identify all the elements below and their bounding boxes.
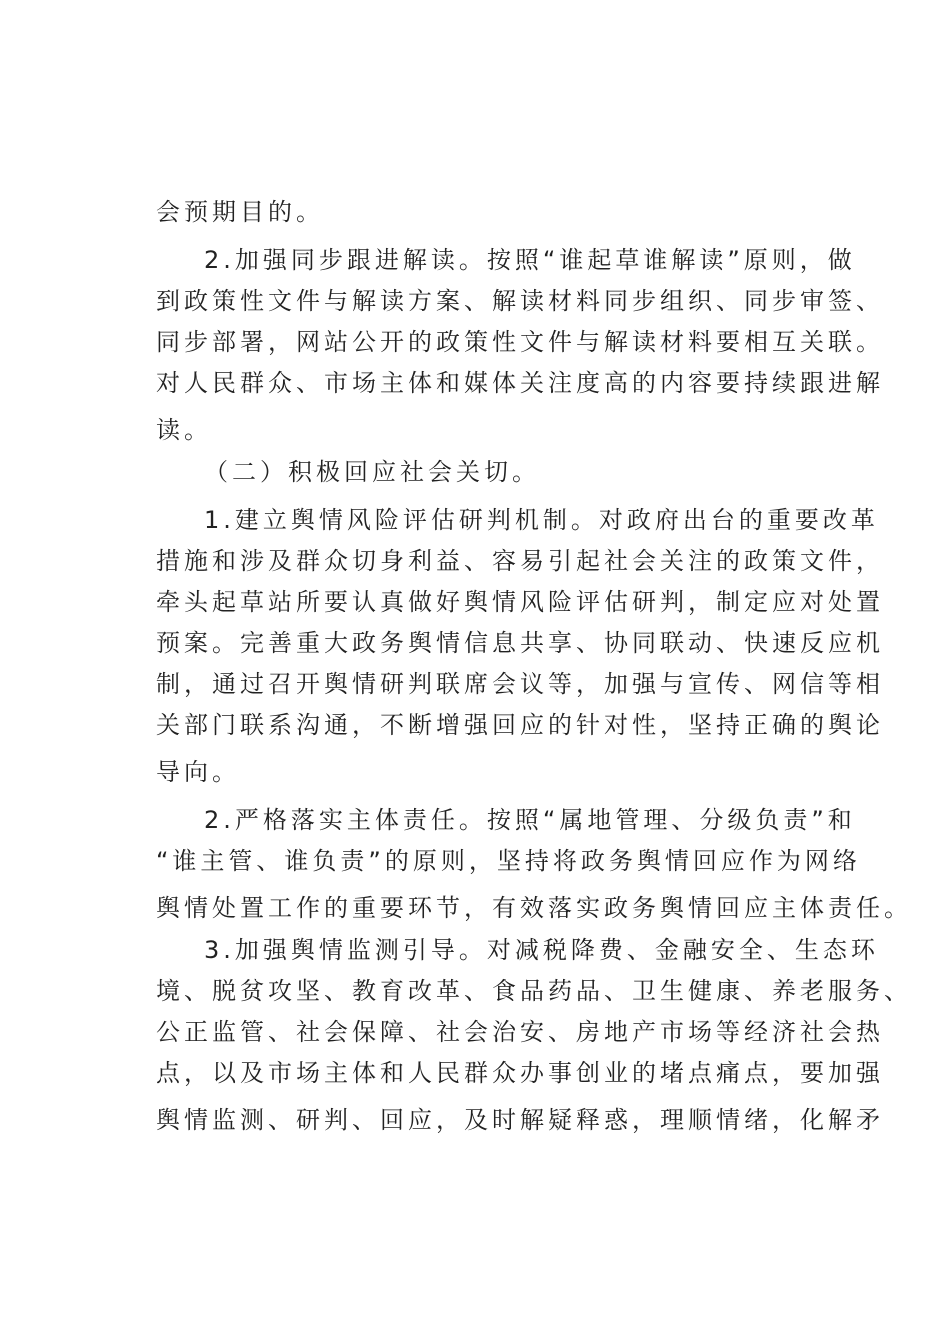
- text-line: 2.加强同步跟进解读。按照“谁起草谁解读”原则，做: [204, 246, 856, 274]
- section-heading: （二）积极回应社会关切。: [204, 458, 540, 486]
- text-line: 会预期目的。: [156, 198, 324, 226]
- text-line: 3.加强舆情监测引导。对减税降费、金融安全、生态环: [204, 936, 879, 964]
- text-line: “谁主管、谁负责”的原则，坚持将政务舆情回应作为网络: [156, 847, 861, 875]
- text-line: 同步部署，网站公开的政策性文件与解读材料要相互关联。: [156, 328, 884, 356]
- text-line: 点，以及市场主体和人民群众办事创业的堵点痛点，要加强: [156, 1059, 884, 1087]
- text-line: 对人民群众、市场主体和媒体关注度高的内容要持续跟进解: [156, 369, 884, 397]
- text-line: 境、脱贫攻坚、教育改革、食品药品、卫生健康、养老服务、: [156, 977, 912, 1005]
- text-line: 读。: [156, 416, 212, 444]
- text-line: 措施和涉及群众切身利益、容易引起社会关注的政策文件，: [156, 547, 884, 575]
- text-line: 牵头起草站所要认真做好舆情风险评估研判，制定应对处置: [156, 588, 884, 616]
- text-line: 公正监管、社会保障、社会治安、房地产市场等经济社会热: [156, 1018, 884, 1046]
- text-line: 舆情监测、研判、回应，及时解疑释惑，理顺情绪，化解矛: [156, 1106, 884, 1134]
- text-line: 导向。: [156, 758, 240, 786]
- text-line: 舆情处置工作的重要环节，有效落实政务舆情回应主体责任。: [156, 894, 912, 922]
- text-line: 到政策性文件与解读方案、解读材料同步组织、同步审签、: [156, 287, 884, 315]
- text-line: 制，通过召开舆情研判联席会议等，加强与宣传、网信等相: [156, 670, 884, 698]
- text-line: 2.严格落实主体责任。按照“属地管理、分级负责”和: [204, 806, 856, 834]
- text-line: 1.建立舆情风险评估研判机制。对政府出台的重要改革: [204, 506, 879, 534]
- text-line: 预案。完善重大政务舆情信息共享、协同联动、快速反应机: [156, 629, 884, 657]
- text-line: 关部门联系沟通，不断增强回应的针对性，坚持正确的舆论: [156, 711, 884, 739]
